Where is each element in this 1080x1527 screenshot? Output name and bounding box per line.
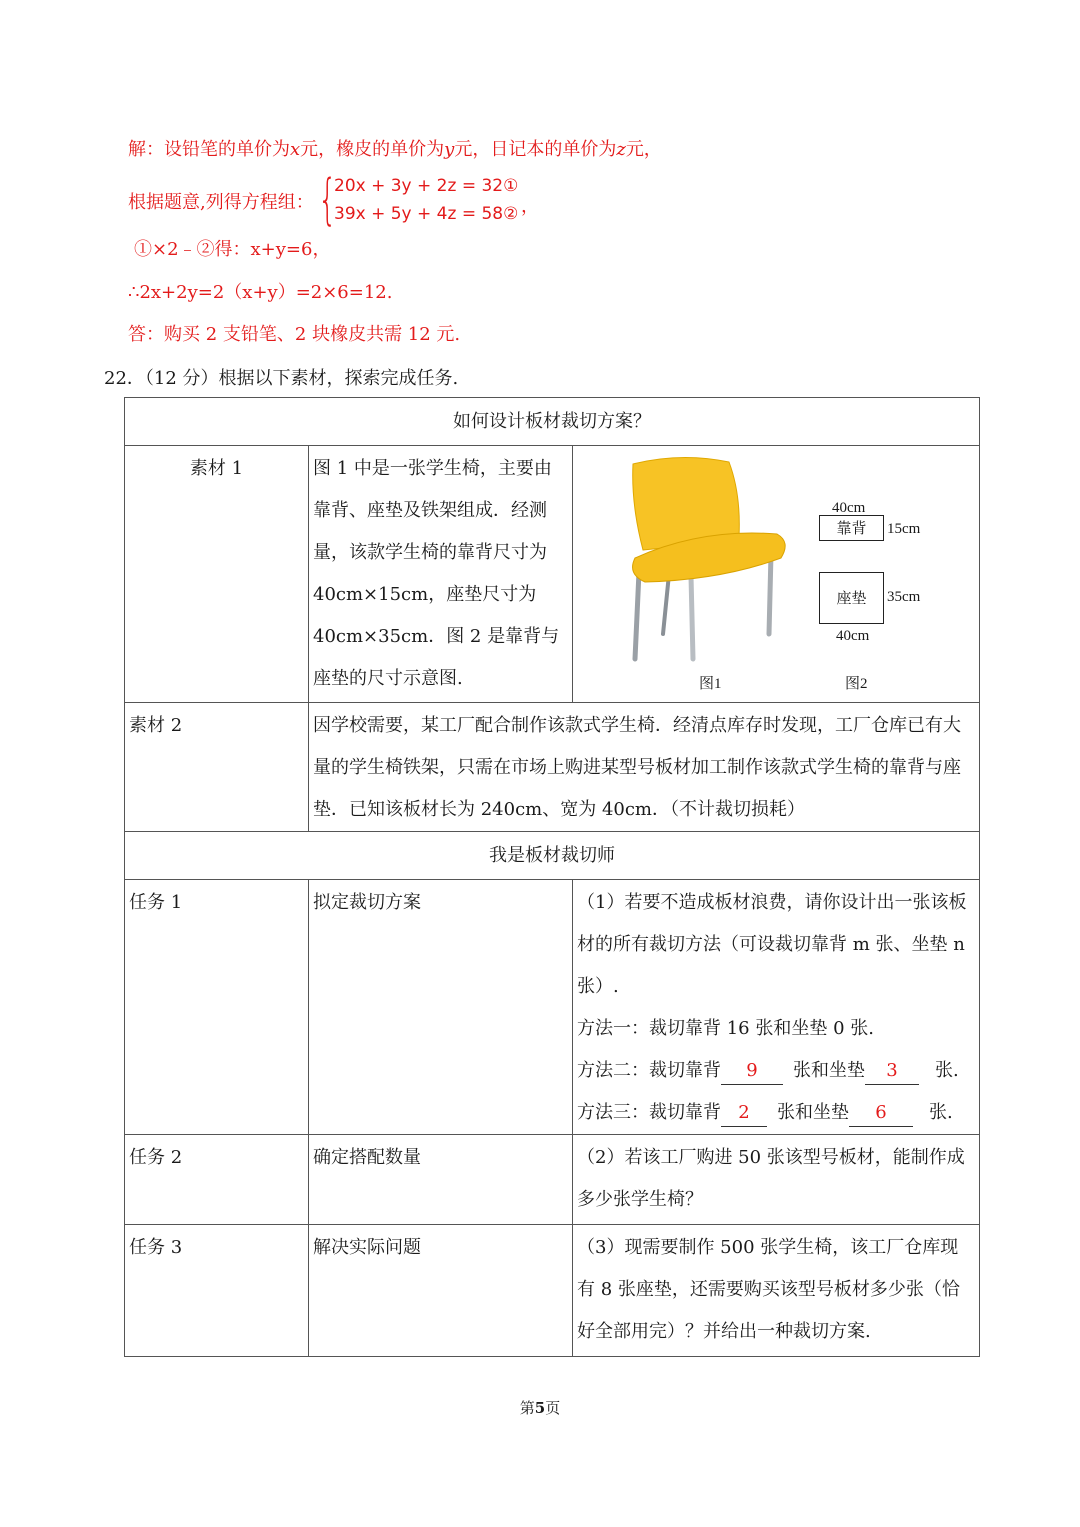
back-height-label: 15cm [887, 521, 921, 537]
task3-name: 解决实际问题 [309, 1225, 573, 1357]
method2-back-answer: 9 [721, 1058, 783, 1085]
table-heading: 如何设计板材裁切方案？ [125, 398, 980, 446]
task1-label: 任务 1 [125, 880, 309, 1135]
figure1-caption: 图1 [699, 676, 722, 692]
method3-seat-answer: 6 [849, 1100, 913, 1127]
seat-height-label: 35cm [887, 589, 921, 605]
equation-1: 20x + 3y + 2z = 32① [334, 176, 519, 196]
task1-name: 拟定裁切方案 [309, 880, 573, 1135]
task1-method3: 方法三：裁切靠背 2 张和坐垫 6 张. [577, 1092, 975, 1134]
material1-figure [573, 446, 979, 702]
method3-back-answer: 2 [721, 1100, 767, 1127]
task1-method2: 方法二：裁切靠背 9 张和坐垫 3 张. [577, 1050, 975, 1092]
solution-line-1: 解：设铅笔的单价为x元，橡皮的单价为y元，日记本的单价为z元， [128, 139, 662, 160]
material1-label: 素材 1 [125, 446, 309, 703]
material2-text: 因学校需要，某工厂配合制作该款式学生椅．经清点库存时发现，工厂仓库已有大量的学生椅铁架，只需在市场上购进某型号板材加工制作该款式学生椅的靠背与座垫．已知该板材长为 240cm、宽为 40cm．（不计裁切损耗） [309, 703, 980, 832]
equation-2: 39x + 5y + 4z = 58② [334, 204, 519, 224]
material1-text: 图 1 中是一张学生椅，主要由靠背、座垫及铁架组成．经测量，该款学生椅的靠背尺寸为 40cm×15cm，座垫尺寸为 40cm×35cm．图 2 是靠背与座垫的尺寸示意图. [309, 446, 573, 703]
question-title: 22．（12 分）根据以下素材，探索完成任务. [104, 368, 459, 389]
task2-label: 任务 2 [125, 1135, 309, 1225]
back-rect: 靠背 [819, 515, 884, 541]
figure2-caption: 图2 [845, 676, 868, 692]
system-label: 根据题意,列得方程组： [128, 192, 314, 213]
chair-illustration [621, 454, 791, 664]
method2-seat-answer: 3 [865, 1058, 919, 1085]
system-brace: { [318, 168, 337, 231]
task3-prompt: （3）现需要制作 500 张学生椅，该工厂仓库现有 8 张座垫，还需要购买该型号板材多少张（恰好全部用完）？并给出一种裁切方案. [573, 1225, 980, 1357]
task2-name: 确定搭配数量 [309, 1135, 573, 1225]
page-footer: 第5页 [519, 1399, 561, 1417]
material2-label: 素材 2 [125, 703, 309, 832]
task2-prompt: （2）若该工厂购进 50 张该型号板材，能制作成多少张学生椅？ [573, 1135, 980, 1225]
seat-width-label: 40cm [836, 628, 870, 644]
task1-content [573, 880, 980, 1135]
seat-rect: 座垫 [819, 572, 884, 624]
back-width-label: 40cm [832, 500, 866, 516]
material1-figure-cell [573, 446, 980, 703]
task1-method1: 方法一：裁切靠背 16 张和坐垫 0 张. [577, 1018, 874, 1039]
solution-step-1: ①×2﹣②得：x+y=6， [134, 239, 331, 260]
section2-heading: 我是板材裁切师 [125, 832, 980, 880]
solution-answer: 答：购买 2 支铅笔、2 块橡皮共需 12 元. [128, 324, 461, 345]
solution-step-2: ∴2x+2y=2（x+y）=2×6=12. [128, 282, 393, 303]
page-number: 5 [534, 1399, 546, 1417]
chair-image [621, 454, 791, 664]
material-table [124, 397, 980, 1357]
task3-label: 任务 3 [125, 1225, 309, 1357]
task1-prompt: （1）若要不造成板材浪费，请你设计出一张该板材的所有裁切方法（可设裁切靠背 m 张、坐垫 n 张）. [577, 892, 967, 997]
